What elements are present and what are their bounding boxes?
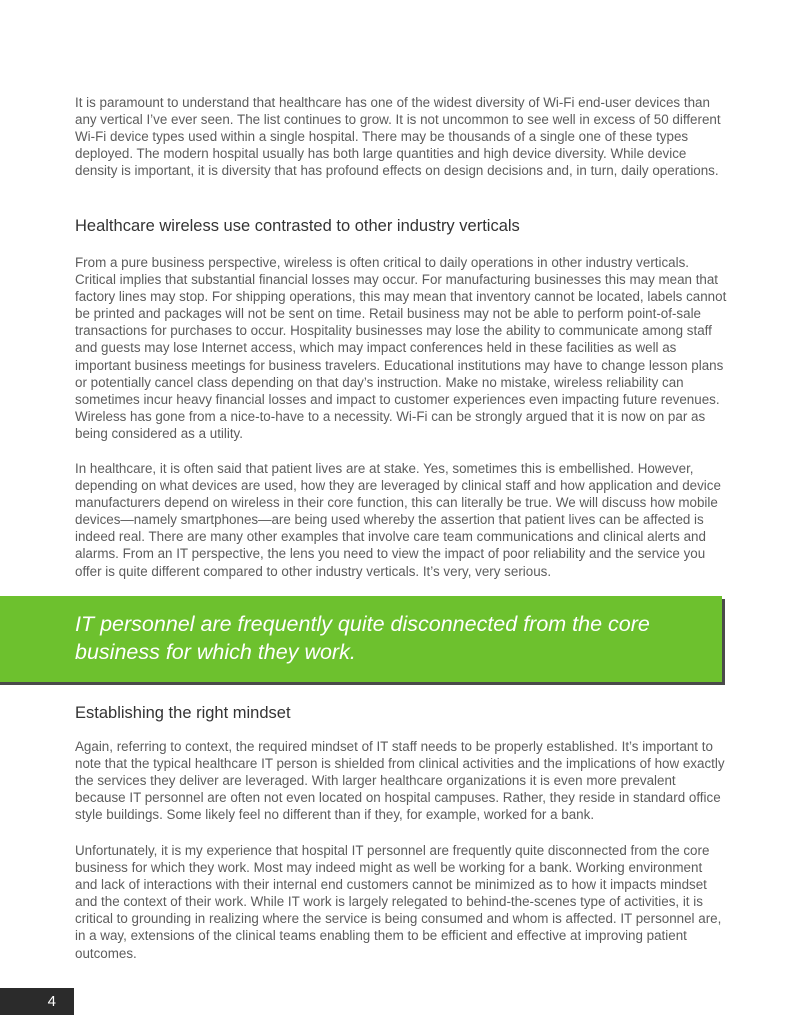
experience-paragraph: Unfortunately, it is my experience that hospital IT personnel are frequently quite disconnected from the core business for which they work. Most may indeed might as well be working for a bank. Working environment and lack of interactions with their internal end customers cannot be minimized as to how it impacts mindset and the context of their work. While IT work is largely relegated to behind-the-scenes type of activities, it is critical to grounding in realizing where the service is being consumed and whom is affected. IT personnel are, in a way, extensions of the clinical teams enabling them to be efficient and effective at improving patient outcomes. xyxy=(75,843,722,961)
pull-quote-callout xyxy=(0,596,722,682)
pull-quote-text: IT personnel are frequently quite disconnected from the core business for which they work. xyxy=(75,612,650,664)
verticals-paragraph: From a pure business perspective, wireless is often critical to daily operations in other industry verticals. Critical implies that substantial financial losses may occur. For manufacturing businesses this may mean that factory lines may stop. For shipping operations, this may mean that inventory cannot be located, labels cannot be printed and packages will not be sent on time. Retail business may not be able to perform point-of-sale transactions for purchases to occur. Hospitality businesses may lose the ability to communicate among staff and guests may lose Internet access, which may impact conferences held in these facilities as well as important business meetings for business travelers. Educational institutions may have to change lesson plans or potentially cancel class depending on that day’s instruction. Make no mistake, wireless reliability can sometimes incur heavy financial losses and impact to customer experiences even impacting future revenues. Wireless has gone from a nice-to-have to a necessity. Wi-Fi can be strongly argued that it is now on par as being considered as a utility. xyxy=(75,255,727,441)
section-heading-verticals: Healthcare wireless use contrasted to other industry verticals xyxy=(75,217,520,235)
mindset-paragraph: Again, referring to context, the required mindset of IT staff needs to be properly established. It’s important to note that the typical healthcare IT person is shielded from clinical activities and the implications of how exactly the services they deliver are leveraged. With larger healthcare organizations it is even more prevalent because IT personnel are often not even located on hospital campuses. Rather, they reside in standard office style buildings. Some likely feel no different than if they, for example, worked for a bank. xyxy=(75,739,725,823)
page-number: 4 xyxy=(0,988,74,1015)
section-heading-mindset: Establishing the right mindset xyxy=(75,704,291,722)
healthcare-paragraph: In healthcare, it is often said that patient lives are at stake. Yes, sometimes this is embellished. However, depending on what devices are used, how they are leveraged by clinical staff and how application and device manufacturers depend on wireless in their core function, this can literally be true. We will discuss how mobile devices—namely smartphones—are being used whereby the assertion that patient lives can be affected is indeed real. There are many other examples that involve care team communications and clinical alerts and alarms. From an IT perspective, the lens you need to view the impact of poor reliability and the service you offer is quite different compared to other industry verticals. It’s very, very serious. xyxy=(75,461,721,579)
intro-paragraph: It is paramount to understand that healthcare has one of the widest diversity of Wi-Fi end-user devices than any vertical I’ve ever seen. The list continues to grow. It is not uncommon to see well in excess of 50 different Wi-Fi device types used within a single hospital. There may be thousands of a single one of these types deployed. The modern hospital usually has both large quantities and high device diversity. While device density is important, it is diversity that has profound effects on design decisions and, in turn, daily operations. xyxy=(75,95,721,179)
